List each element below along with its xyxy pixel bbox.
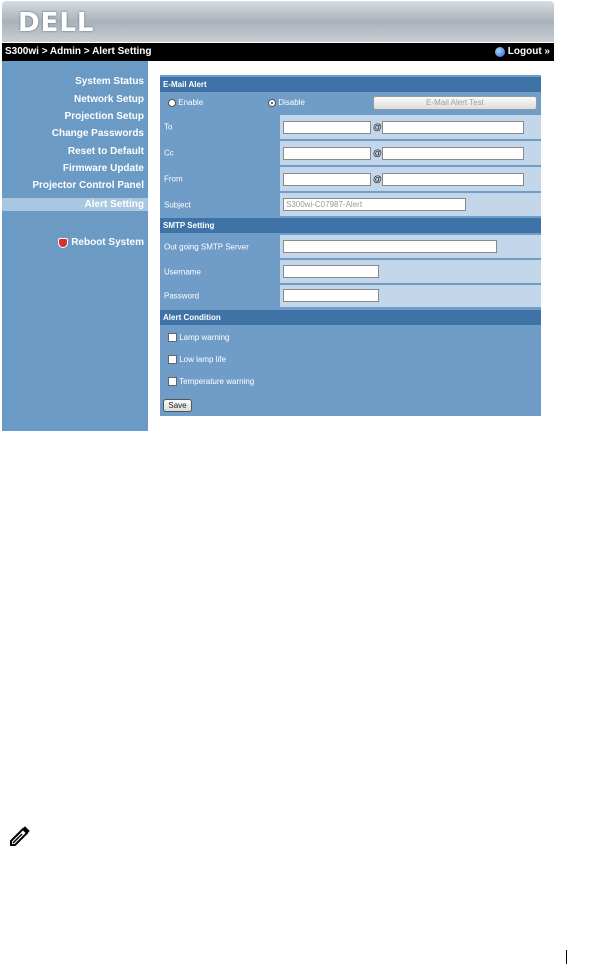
password-row: [160, 285, 541, 307]
sidebar-item-projector-control-panel[interactable]: Projector Control Panel: [32, 180, 144, 191]
to-user-input[interactable]: [283, 121, 371, 134]
subject-row: [160, 193, 541, 216]
to-label: To: [164, 122, 173, 132]
username-row: [160, 260, 541, 283]
from-at-symbol: @: [373, 174, 382, 184]
temperature-warning-row: [160, 372, 541, 392]
lamp-warning-checkbox[interactable]: [168, 333, 177, 342]
lamp-warning-label: Lamp warning: [179, 333, 230, 342]
cc-row: [160, 141, 541, 165]
reboot-icon: [58, 238, 68, 248]
from-label: From: [164, 174, 183, 184]
sidebar-item-alert-setting[interactable]: Alert Setting: [2, 198, 148, 211]
to-cell: [280, 115, 541, 139]
sidebar-item-reset-to-default[interactable]: Reset to Default: [67, 146, 144, 157]
sidebar: [2, 61, 148, 431]
low-lamp-life-option[interactable]: [168, 355, 226, 364]
temperature-warning-label: Temperature warning: [179, 377, 255, 386]
globe-icon: [495, 47, 505, 57]
lamp-warning-row: [160, 328, 541, 348]
username-label: Username: [164, 267, 201, 276]
cc-user-input[interactable]: [283, 147, 371, 160]
subject-label: Subject: [164, 200, 191, 209]
email-alert-header: E-Mail Alert: [160, 77, 541, 92]
logout-button[interactable]: [495, 43, 550, 61]
disable-radio[interactable]: [268, 99, 276, 107]
dell-logo: DELL: [18, 8, 95, 38]
password-input[interactable]: [283, 289, 379, 302]
sidebar-item-change-passwords[interactable]: Change Passwords: [51, 128, 144, 139]
sidebar-item-network-setup[interactable]: Network Setup: [73, 94, 144, 105]
subject-cell: [280, 193, 541, 216]
reboot-label: Reboot System: [71, 237, 144, 248]
from-cell: [280, 167, 541, 191]
to-row: [160, 115, 541, 139]
temperature-warning-option[interactable]: [168, 377, 254, 386]
breadcrumb-bar: [2, 43, 554, 61]
logout-label: Logout »: [507, 46, 550, 57]
smtp-setting-header: SMTP Setting: [160, 218, 541, 233]
page-margin-rule: [566, 950, 567, 964]
username-input[interactable]: [283, 265, 379, 278]
cc-domain-input[interactable]: [382, 147, 524, 160]
alert-settings-panel: [160, 75, 541, 416]
from-row: [160, 167, 541, 191]
password-label: Password: [164, 291, 200, 301]
breadcrumb: S300wi > Admin > Alert Setting: [5, 46, 152, 57]
smtp-server-row: [160, 235, 541, 258]
reboot-system-button[interactable]: [58, 237, 144, 248]
password-cell: [280, 285, 541, 307]
low-lamp-life-checkbox[interactable]: [168, 355, 177, 364]
from-user-input[interactable]: [283, 173, 371, 186]
enable-radio[interactable]: [168, 99, 176, 107]
to-domain-input[interactable]: [382, 121, 524, 134]
temperature-warning-checkbox[interactable]: [168, 377, 177, 386]
email-alert-test-button[interactable]: E-Mail Alert Test: [373, 96, 537, 110]
cc-at-symbol: @: [373, 148, 382, 158]
disable-option[interactable]: [268, 98, 305, 107]
to-at-symbol: @: [373, 122, 382, 132]
subject-input[interactable]: S300wi-C07987-Alert: [283, 198, 466, 211]
enable-label: Enable: [178, 98, 204, 107]
low-lamp-life-label: Low lamp life: [179, 355, 226, 364]
smtp-server-cell: [280, 235, 541, 258]
from-domain-input[interactable]: [382, 173, 524, 186]
save-button[interactable]: Save: [163, 399, 192, 412]
sidebar-item-firmware-update[interactable]: Firmware Update: [62, 163, 144, 174]
sidebar-item-system-status[interactable]: System Status: [75, 76, 144, 87]
low-lamp-life-row: [160, 350, 541, 370]
enable-row: [160, 94, 541, 113]
cc-cell: [280, 141, 541, 165]
lamp-warning-option[interactable]: [168, 333, 229, 342]
alert-condition-header: Alert Condition: [160, 310, 541, 325]
note-icon: [8, 823, 32, 847]
username-cell: [280, 260, 541, 283]
enable-option[interactable]: [168, 98, 203, 107]
header-bar: [2, 1, 554, 42]
smtp-server-input[interactable]: [283, 240, 497, 253]
cc-label: Cc: [164, 148, 174, 158]
disable-label: Disable: [278, 98, 305, 107]
sidebar-item-projection-setup[interactable]: Projection Setup: [64, 111, 144, 122]
smtp-server-label: Out going SMTP Server: [164, 242, 249, 251]
